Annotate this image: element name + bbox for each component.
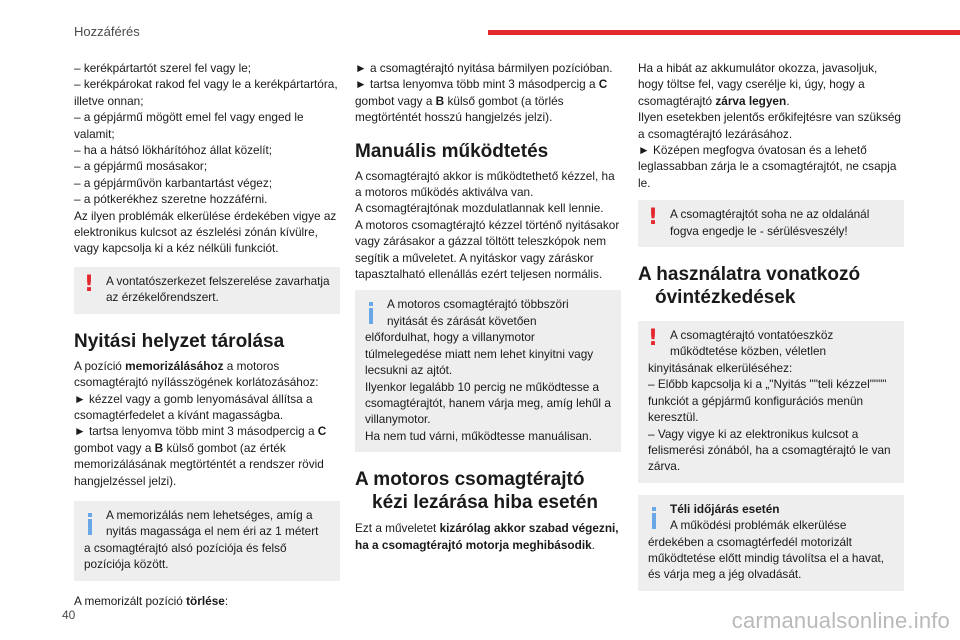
warning-text: A csomagtérajtót soha ne az oldalánál fogva engedje le - sérülésveszély! xyxy=(670,207,870,238)
step: ► kézzel vagy a gomb lenyomásával állítsa a csomagtérfedelet a kívánt magasságba. xyxy=(74,391,313,422)
list-item: – a gépjárművön karbantartást végez; xyxy=(74,175,273,190)
warning-note xyxy=(638,200,904,247)
section-heading: Nyitási helyzet tárolása xyxy=(74,330,285,352)
paragraph: Ha a hibát az akkumulátor okozza, javasoljuk, hogy töltse fel, vagy cserélje ki, úgy, hogy a csomagtérajtó zárva legyen. xyxy=(638,61,878,108)
exclamation-icon: ! xyxy=(84,271,95,297)
warning-note xyxy=(638,321,904,483)
step: ► tartsa lenyomva több mint 3 másodpercig a C gombot vagy a B külső gombot (az érték memorizálásának megtörténtét a rendszer rövid hangjelzéssel jelzi). xyxy=(74,424,327,488)
section-heading: A használatra vonatkozó óvintézkedések xyxy=(638,264,861,309)
info-text: Ilyenkor legalább 10 percig ne működtesse a csomagtérajtót, hanem várja meg, amíg lehűl a villanymotor. xyxy=(365,379,611,427)
warning-text: A csomagtérajtó vontatóeszköz működtetése közben, véletlen xyxy=(670,328,834,359)
info-icon-bar xyxy=(369,308,373,324)
info-icon xyxy=(369,302,373,306)
info-note xyxy=(638,495,904,591)
exclamation-icon: ! xyxy=(648,326,659,352)
header-accent-bar xyxy=(488,30,960,35)
list-item: – ha a hátsó lökhárítóhoz állat közelít; xyxy=(74,143,273,158)
column-2 xyxy=(355,60,621,553)
info-text: A működési problémák elkerülése xyxy=(670,518,847,533)
info-text: A memorizálás nem lehetséges, amíg a nyitás magassága el nem éri az 1 métert xyxy=(106,507,319,539)
running-header: Hozzáférés xyxy=(74,24,140,39)
paragraph: A motoros csomagtérajtó kézzel történő nyitásakor vagy zárásakor a gázzal töltött teleszkópok nem segítik a műveletet. A nyitáskor vagy záráskor tapasztalható ellenállás ezért teljesen normális. xyxy=(355,217,620,282)
warning-text: – Előbb kapcsolja ki a „"Nyitás ""teli kézzel"""" funkciót a gépjármű konfigurációs menün keresztül. xyxy=(648,377,887,425)
paragraph: A memorizált pozíció törlése: xyxy=(74,593,229,608)
page-number: 40 xyxy=(62,608,76,622)
info-text: érdekében a csomagtérfedél motorizált működtetése előtt mindig távolítsa el a havat, és várja meg a jég olvadását. xyxy=(648,534,885,582)
paragraph: A pozíció memorizálásához a motoros csomagtérajtó nyílásszögének korlátozásához: xyxy=(74,358,319,390)
info-icon xyxy=(88,513,92,517)
section-heading: A motoros csomagtérajtó kézi lezárása hiba esetén xyxy=(355,469,599,514)
paragraph: A csomagtérajtó akkor is működtethető kézzel, ha a motoros működés aktiválva van. xyxy=(355,168,615,200)
warning-text: A vontatószerkezet felszerelése zavarhatja az érzékelőrendszert. xyxy=(106,273,330,305)
warning-text: – Vagy vigye ki az elektronikus kulcsot a felismerési zónából, ha a csomagtérajtó le van zárva. xyxy=(648,426,891,474)
list-item: – a pótkerékhez szeretne hozzáférni. xyxy=(74,192,268,207)
warning-note xyxy=(74,267,340,314)
column-1 xyxy=(74,60,340,609)
warning-text: kinyitásának elkerüléséhez: xyxy=(648,360,793,375)
info-text: a csomagtérajtó alsó pozíciója és felső pozíciója között. xyxy=(84,540,287,572)
paragraph: Ezt a műveletet kizárólag akkor szabad végezni, ha a csomagtérajtó motorja meghibásodik. xyxy=(355,521,619,552)
step: ► tartsa lenyomva több mint 3 másodpercig a C gombot vagy a B külső gombot (a törlés megtörténtét hosszú hangjelzés jelzi). xyxy=(355,77,608,125)
list-item: – a gépjármű mögött emel fel vagy enged le valamit; xyxy=(74,110,304,141)
column-3 xyxy=(638,60,904,591)
info-note xyxy=(355,290,621,452)
watermark: carmanualsonline.info xyxy=(731,608,950,633)
list-item: – a gépjármű mosásakor; xyxy=(74,159,208,174)
paragraph: Az ilyen problémák elkerülése érdekében vigye az elektronikus kulcsot az észlelési zónán kívülre, vagy kapcsolja ki a kéz nélküli funkciót. xyxy=(74,208,337,256)
info-text: előfordulhat, hogy a villanymotor túlmelegedése miatt nem lehet kinyitni vagy lecsukni az ajtót. xyxy=(365,330,594,378)
list-item: – kerékpártartót szerel fel vagy le; xyxy=(74,61,252,75)
step: ► a csomagtérajtó nyitása bármilyen pozícióban. xyxy=(355,61,613,75)
info-icon xyxy=(652,507,656,511)
info-icon-bar xyxy=(652,513,656,529)
info-icon-bar xyxy=(88,519,92,535)
info-text: A motoros csomagtérajtó többszöri nyitását és zárását követően xyxy=(387,297,569,328)
info-note xyxy=(74,501,340,581)
info-text: Ha nem tud várni, működtesse manuálisan. xyxy=(365,428,592,443)
exclamation-icon: ! xyxy=(648,205,659,231)
paragraph: A csomagtérajtónak mozdulatlannak kell lennie. xyxy=(355,201,604,216)
step: ► Középen megfogva óvatosan és a lehető leglassabban zárja le a csomagtérajtót, ne csapja le. xyxy=(638,143,897,190)
list-item: – kerékpárokat rakod fel vagy le a kerékpártartóra, illetve onnan; xyxy=(74,77,338,108)
section-heading: Manuális működtetés xyxy=(355,140,549,162)
info-title: Téli időjárás esetén xyxy=(670,501,780,516)
paragraph: Ilyen esetekben jelentős erőkifejtésre van szükség a csomagtérajtó lezárásához. xyxy=(638,110,901,141)
